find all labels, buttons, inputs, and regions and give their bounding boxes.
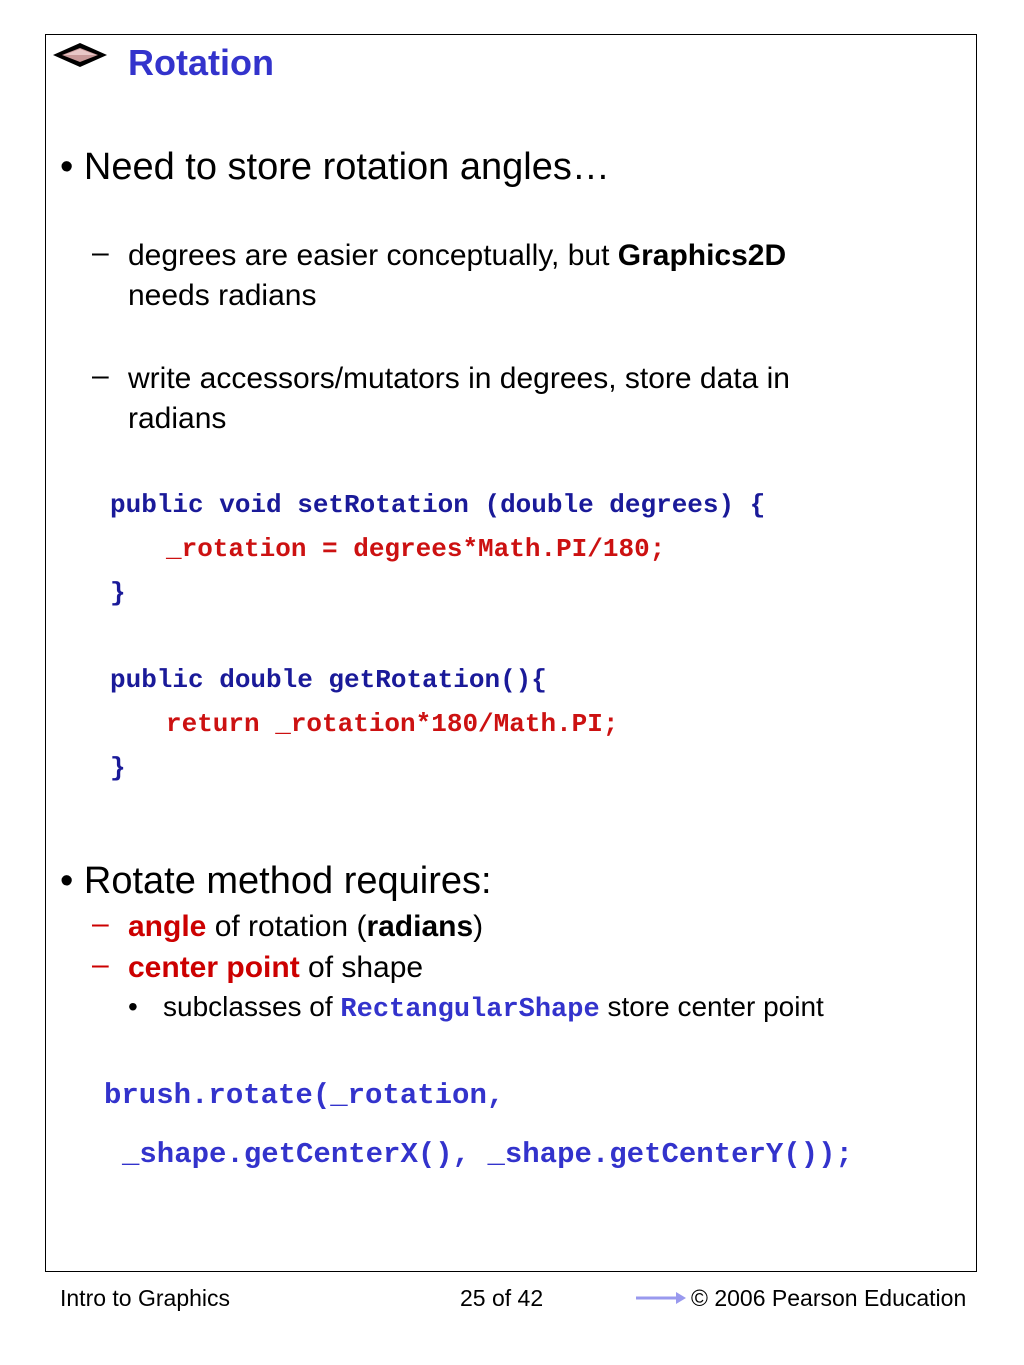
diamond-bullet-icon [50,40,110,70]
sub-degrees-line1 [128,236,786,276]
req-angle [128,907,483,947]
bullet-rotate-method-text: Rotate method requires: [83,860,492,902]
dash-marker: – [92,907,109,940]
footer-page-number: 25 of 42 [460,1285,544,1311]
code-getrotation-signature: public double getRotation(){ [110,665,547,695]
center-point-term: center point [128,951,300,984]
code-setrotation-signature: public void setRotation (double degrees) { [110,490,766,520]
dash-marker: – [92,359,109,392]
code-getrotation-close: } [110,753,126,783]
arrow-right-icon [636,1290,686,1306]
req-center-rest: of shape [299,951,424,984]
rectangularshape-term: RectangularShape [340,995,600,1025]
bullet-store-angles-text: Need to store rotation angles… [83,146,610,188]
bullet-rotate-method: • Rotate method requires: [60,860,492,902]
radians-term: radians [366,910,474,943]
sub-accessors-line1: write accessors/mutators in degrees, store data in [128,362,790,395]
subsub-pre: subclasses of [163,991,341,1022]
bullet-store-angles: • Need to store rotation angles… [60,146,610,188]
subsub-rectangularshape [163,991,824,1025]
sub-degrees-text: degrees are easier conceptually, but [128,239,618,272]
dash-marker: – [92,948,109,981]
subsub-bullet: • [128,991,138,1022]
subsub-post: store center point [599,991,824,1022]
graphics2d-term: Graphics2D [617,239,787,272]
footer-course: Intro to Graphics [60,1285,231,1311]
req-angle-end: ) [473,910,484,943]
dash-marker: – [92,236,109,269]
sub-degrees-line2: needs radians [128,279,317,312]
angle-term: angle [128,910,207,943]
code-rotate-line2: _shape.getCenterX(), _shape.getCenterY()); [122,1138,853,1171]
req-angle-mid: of rotation ( [206,910,367,943]
footer-copyright: © 2006 Pearson Education [691,1285,967,1311]
code-getrotation-body: return _rotation*180/Math.PI; [166,709,619,739]
req-center-point [128,948,423,988]
sub-accessors-line2: radians [128,402,227,435]
code-setrotation-close: } [110,578,126,608]
slide-title: Rotation [128,42,274,83]
code-setrotation-body: _rotation = degrees*Math.PI/180; [166,534,666,564]
code-rotate-line1: brush.rotate(_rotation, [104,1079,505,1112]
